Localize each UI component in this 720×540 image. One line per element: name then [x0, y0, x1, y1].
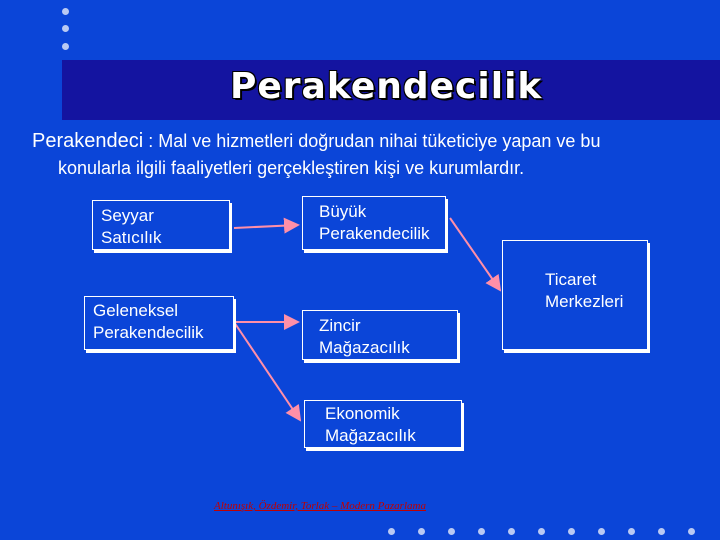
box-ticaret-merkezleri — [502, 240, 648, 350]
arrow-geleneksel-to-ekonomik — [234, 322, 300, 420]
box-seyyar-saticilik — [92, 200, 230, 250]
box-line: Mağazacılık — [325, 426, 416, 445]
box-buyuk-perakendecilik — [302, 196, 446, 250]
box-line: Zincir — [319, 316, 361, 335]
footer-source-link[interactable]: Altunışık, Özdemir, Torlak – Modern Pazarlama — [214, 500, 426, 512]
box-line: Merkezleri — [545, 292, 624, 311]
box-zincir-magazacilik — [302, 310, 458, 360]
definition-line2: konularla ilgili faaliyetleri gerçekleştiren kişi ve kurumlardır. — [58, 158, 525, 178]
box-line: Satıcılık — [101, 228, 162, 247]
definition-term: Perakendeci — [32, 130, 144, 152]
definition-line1: Mal ve hizmetleri doğrudan nihai tüketiciye yapan ve bu — [158, 131, 601, 151]
box-line: Geleneksel — [93, 301, 179, 320]
box-ekonomik-magazacilik — [304, 400, 462, 448]
arrow-seyyar-to-buyuk — [234, 225, 298, 228]
box-line: Perakendecilik — [319, 224, 430, 243]
box-line: Ticaret — [545, 270, 597, 289]
box-line: Büyük — [319, 202, 367, 221]
box-line: Perakendecilik — [93, 323, 204, 342]
slide-title: Perakendecilik — [230, 66, 543, 107]
arrow-buyuk-to-ticaret — [450, 218, 500, 290]
box-line: Mağazacılık — [319, 338, 410, 357]
box-geleneksel-perakendecilik — [84, 296, 234, 350]
box-line: Ekonomik — [325, 404, 400, 423]
box-line: Seyyar — [101, 206, 154, 225]
definition-separator: : — [143, 131, 159, 151]
